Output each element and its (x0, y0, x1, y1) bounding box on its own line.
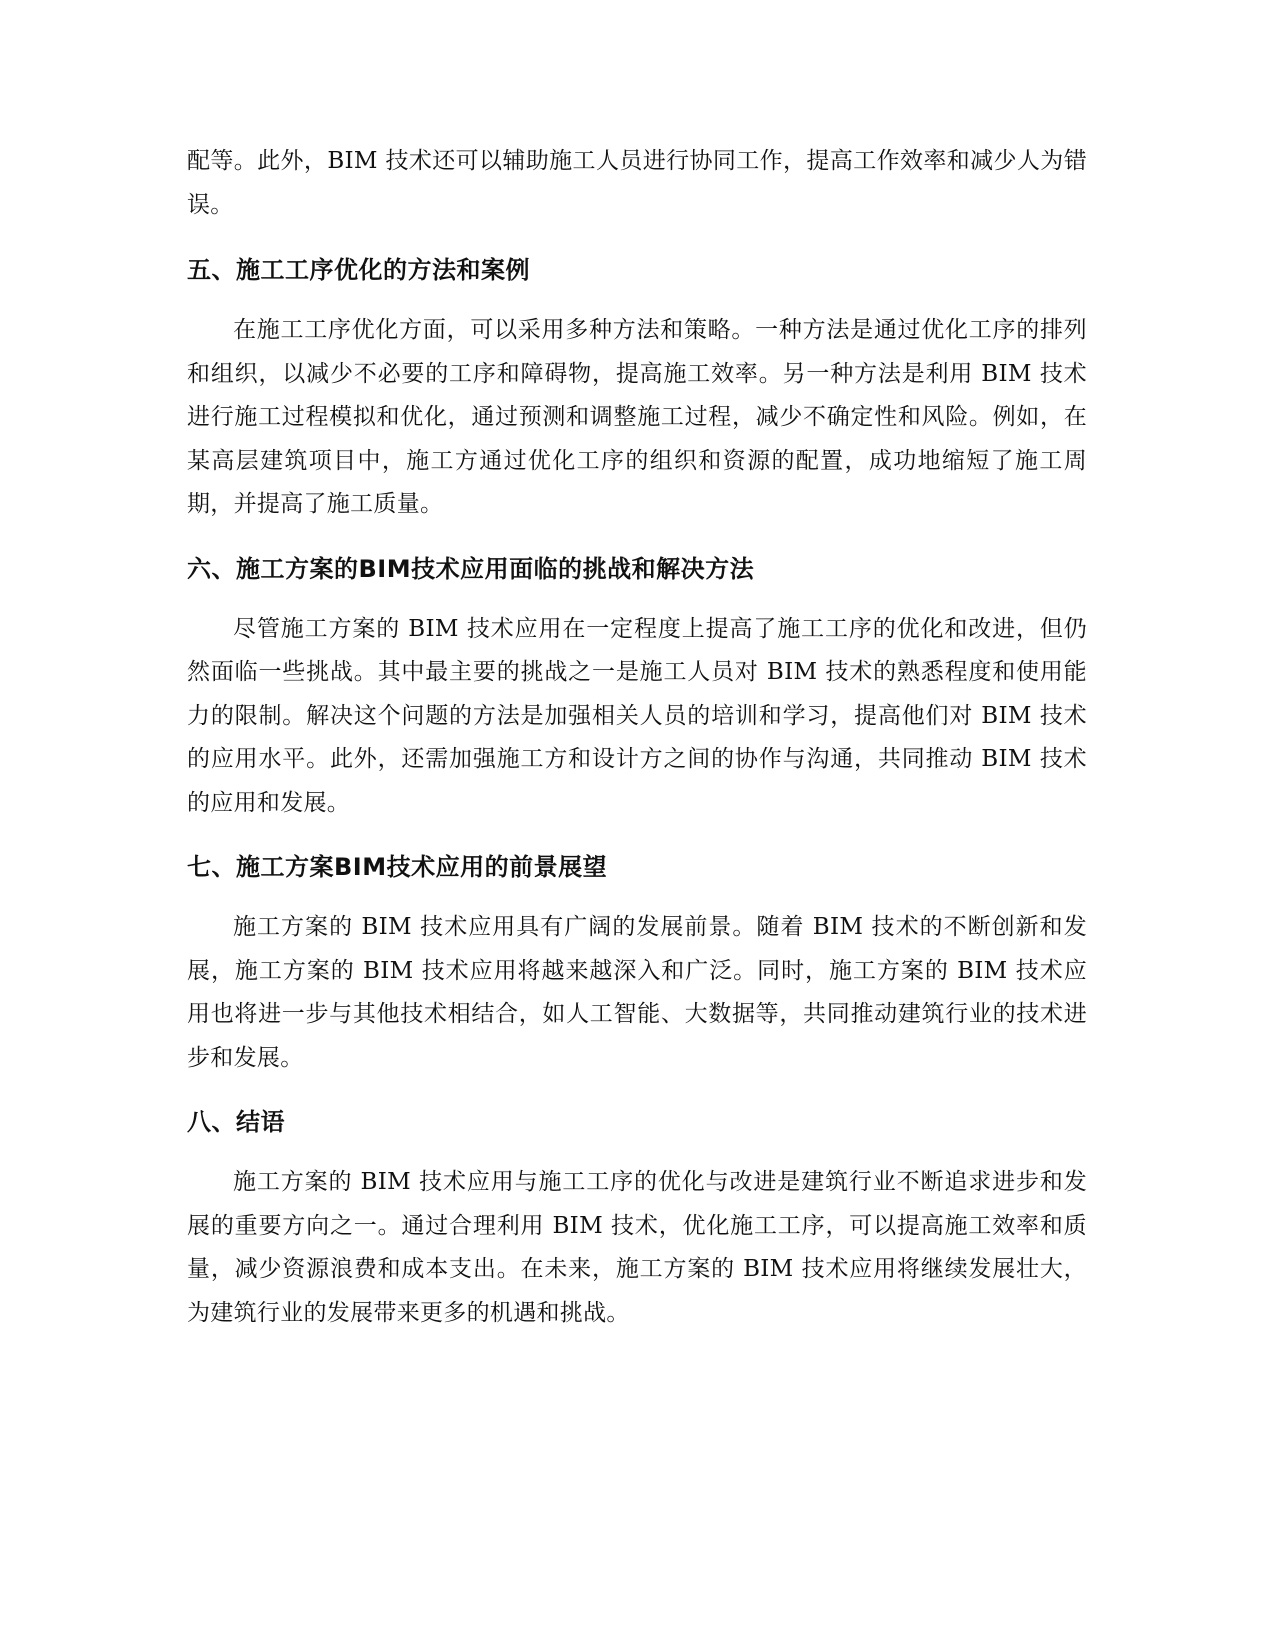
section-7-paragraph: 施工方案的 BIM 技术应用具有广阔的发展前景。随着 BIM 技术的不断创新和发展，施工方案的 BIM 技术应用将越来越深入和广泛。同时，施工方案的 BIM 技术应用也将进一步与其他技术相结合，如人工智能、大数据等，共同推动建筑行业的技术进步和发展。 (187, 914, 1087, 1071)
section-5-heading: 五、施工工序优化的方法和案例 (187, 256, 530, 284)
section-6-heading: 六、施工方案的BIM技术应用面临的挑战和解决方法 (187, 554, 755, 583)
document-body (187, 140, 1087, 1335)
section-5-paragraph: 在施工工序优化方面，可以采用多种方法和策略。一种方法是通过优化工序的排列和组织，以减少不必要的工序和障碍物，提高施工效率。另一种方法是利用 BIM 技术进行施工过程模拟和优化，通过预测和调整施工过程，减少不确定性和风险。例如，在某高层建筑项目中，施工方通过优化工序的组织和资源的配置，成功地缩短了施工周期，并提高了施工质量。 (187, 317, 1087, 517)
section-8-paragraph: 施工方案的 BIM 技术应用与施工工序的优化与改进是建筑行业不断追求进步和发展的重要方向之一。通过合理利用 BIM 技术，优化施工工序，可以提高施工效率和质量，减少资源浪费和成本支出。在未来，施工方案的 BIM 技术应用将继续发展壮大，为建筑行业的发展带来更多的机遇和挑战。 (187, 1169, 1087, 1326)
intro-paragraph: 配等。此外，BIM 技术还可以辅助施工人员进行协同工作，提高工作效率和减少人为错误。 (187, 148, 1087, 218)
section-8-heading: 八、结语 (187, 1108, 285, 1136)
section-6-paragraph: 尽管施工方案的 BIM 技术应用在一定程度上提高了施工工序的优化和改进，但仍然面临一些挑战。其中最主要的挑战之一是施工人员对 BIM 技术的熟悉程度和使用能力的限制。解决这个问题的方法是加强相关人员的培训和学习，提高他们对 BIM 技术的应用水平。此外，还需加强施工方和设计方之间的协作与沟通，共同推动 BIM 技术的应用和发展。 (187, 615, 1087, 816)
section-7-heading: 七、施工方案BIM技术应用的前景展望 (187, 853, 608, 881)
